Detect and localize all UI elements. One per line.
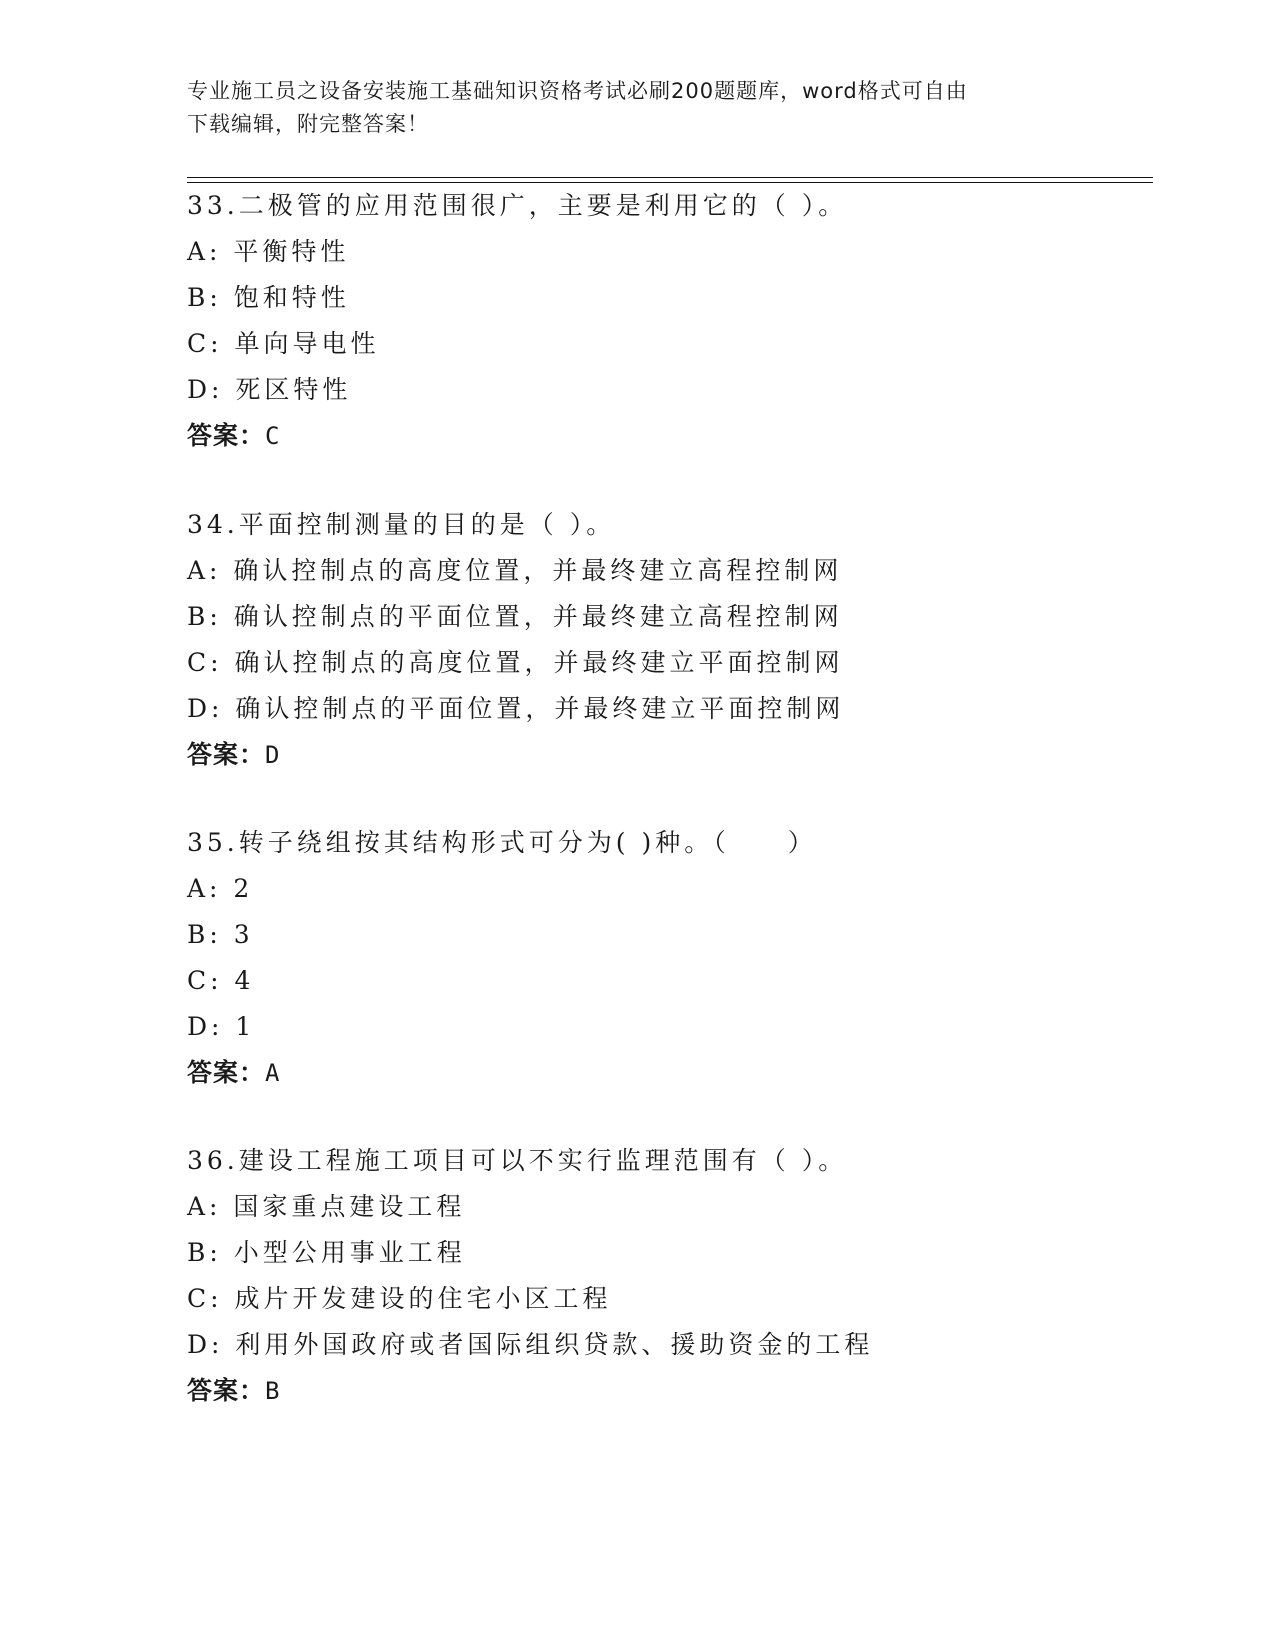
document-header	[187, 75, 1087, 141]
question-stem: 36.建设工程施工项目可以不实行监理范围有（ ）。	[187, 1146, 848, 1175]
answer-label: 答案：	[187, 740, 266, 769]
answer-line	[187, 732, 1167, 778]
answer-value: B	[265, 1377, 280, 1405]
answer-value: C	[265, 422, 280, 450]
option-c: C: 4	[187, 966, 255, 995]
header-line-2: 下载编辑，附完整答案！	[187, 112, 429, 136]
option-a: A: 平衡特性	[187, 237, 350, 266]
question-33	[187, 183, 1167, 459]
question-35	[187, 820, 1167, 1096]
option-c: C: 单向导电性	[187, 329, 380, 358]
option-d: D: 1	[187, 1012, 256, 1041]
option-b: B: 小型公用事业工程	[187, 1238, 466, 1267]
header-divider-top	[187, 177, 1153, 178]
question-stem: 35.转子绕组按其结构形式可分为( )种。（ ）	[187, 828, 817, 857]
option-a: A: 确认控制点的高度位置，并最终建立高程控制网	[187, 556, 843, 585]
header-line-1: 专业施工员之设备安装施工基础知识资格考试必刷200题题库，word格式可自由	[187, 79, 968, 103]
answer-value: A	[265, 1059, 280, 1087]
answer-value: D	[265, 741, 280, 769]
question-36	[187, 1138, 1167, 1414]
question-34	[187, 502, 1167, 778]
answer-line	[187, 413, 1167, 459]
answer-line	[187, 1050, 1167, 1096]
option-c: C: 确认控制点的高度位置，并最终建立平面控制网	[187, 648, 844, 677]
option-b: B: 饱和特性	[187, 283, 350, 312]
answer-label: 答案：	[187, 1376, 266, 1405]
question-stem: 34.平面控制测量的目的是（ ）。	[187, 510, 616, 539]
answer-label: 答案：	[187, 1058, 266, 1087]
option-d: D: 确认控制点的平面位置，并最终建立平面控制网	[187, 694, 845, 723]
option-b: B: 3	[187, 920, 254, 949]
option-b: B: 确认控制点的平面位置，并最终建立高程控制网	[187, 602, 843, 631]
option-d: D: 死区特性	[187, 375, 352, 404]
question-stem: 33.二极管的应用范围很广，主要是利用它的（ ）。	[187, 191, 848, 220]
option-a: A: 2	[187, 874, 254, 903]
option-a: A: 国家重点建设工程	[187, 1192, 466, 1221]
answer-label: 答案：	[187, 421, 266, 450]
answer-line	[187, 1368, 1167, 1414]
option-c: C: 成片开发建设的住宅小区工程	[187, 1284, 612, 1313]
option-d: D: 利用外国政府或者国际组织贷款、援助资金的工程	[187, 1330, 874, 1359]
